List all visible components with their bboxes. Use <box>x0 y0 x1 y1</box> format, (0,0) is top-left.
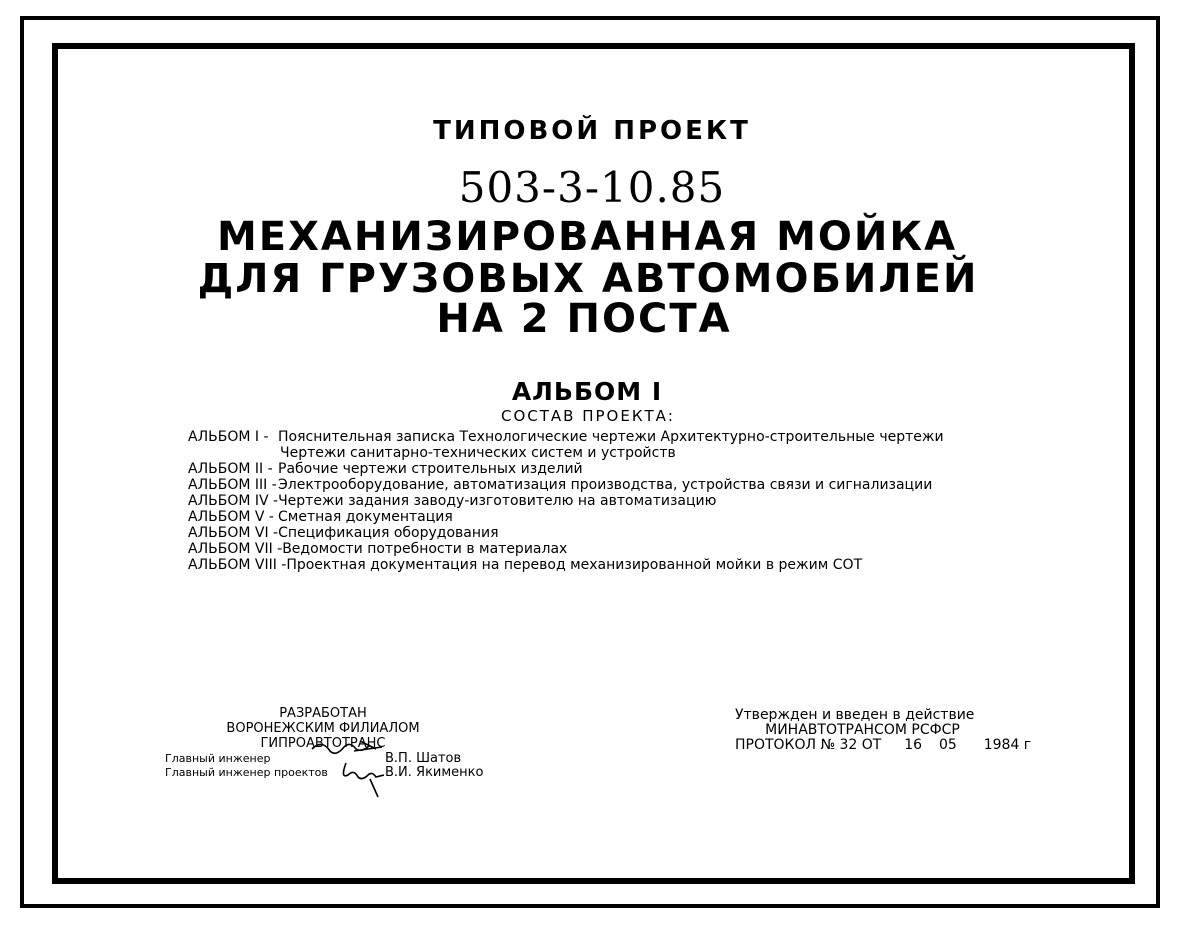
approval-line-1: Утвержден и введен в действие <box>735 707 975 723</box>
staff-name: В.П. Шатов <box>385 751 462 766</box>
title-line-3: НА 2 ПОСТА <box>436 296 732 342</box>
album-description: Пояснительная записка Технологические чертежи Архитектурно-строительные чертежи <box>278 429 944 445</box>
album-description: Проектная документация на перевод механизированной мойки в режим СОТ <box>286 557 863 573</box>
album-description: Чертежи задания заводу-изготовителю на автоматизацию <box>278 493 717 509</box>
title-line-1: МЕХАНИЗИРОВАННАЯ МОЙКА <box>216 214 958 260</box>
staff-name: В.И. Якименко <box>385 765 484 780</box>
project-number: 503-3-10.85 <box>458 163 726 212</box>
signature-graphic <box>300 735 410 799</box>
type-label: ТИПОВОЙ ПРОЕКТ <box>433 116 751 146</box>
album-list-item <box>188 429 944 445</box>
album-label: АЛЬБОМ VI - <box>188 525 279 541</box>
album-description: Рабочие чертежи строительных изделий <box>278 461 583 477</box>
album-label: АЛЬБОМ V - <box>188 509 274 525</box>
staff-role: Главный инженер проектов <box>165 766 328 779</box>
protocol-year: 1984 г <box>983 737 1032 753</box>
album-description: Ведомости потребности в материалах <box>282 541 568 557</box>
album-label: АЛЬБОМ III - <box>188 477 277 493</box>
album-description: Чертежи санитарно-технических систем и устройств <box>280 445 676 461</box>
approval-block <box>735 707 1032 753</box>
album-list-item <box>188 509 944 525</box>
album-list-item <box>188 525 944 541</box>
album-list-item <box>188 477 944 493</box>
album-list-item <box>188 445 944 461</box>
album-label: АЛЬБОМ I - <box>188 429 269 445</box>
album-title: АЛЬБОМ I <box>511 377 663 406</box>
developer-heading: РАЗРАБОТАН <box>279 706 367 721</box>
album-list-item <box>188 461 944 477</box>
album-list-item <box>188 557 944 573</box>
album-list-item <box>188 541 944 557</box>
title-line-2: ДЛЯ ГРУЗОВЫХ АВТОМОБИЛЕЙ <box>197 256 979 302</box>
approval-line-2: МИНАВТОТРАНСОМ РСФСР <box>765 722 960 738</box>
protocol-line <box>735 737 1032 753</box>
album-list <box>188 429 944 573</box>
album-description: Электрооборудование, автоматизация производства, устройства связи и сигнализации <box>278 477 933 493</box>
protocol-month: 05 <box>938 737 957 753</box>
developer-organization: ВОРОНЕЖСКИМ ФИЛИАЛОМ ГИПРОАВТОТРАНС <box>226 721 420 751</box>
protocol-label: ПРОТОКОЛ № 32 ОТ <box>735 737 882 753</box>
album-label: АЛЬБОМ II - <box>188 461 273 477</box>
album-label: АЛЬБОМ VII - <box>188 541 283 557</box>
album-description: Сметная документация <box>278 509 453 525</box>
staff-role: Главный инженер <box>165 752 271 765</box>
album-label: АЛЬБОМ VIII - <box>188 557 287 573</box>
album-list-item <box>188 493 944 509</box>
album-label: АЛЬБОМ IV - <box>188 493 279 509</box>
composition-label: СОСТАВ ПРОЕКТА: <box>501 407 675 425</box>
protocol-day: 16 <box>904 737 923 753</box>
album-description: Спецификация оборудования <box>278 525 499 541</box>
